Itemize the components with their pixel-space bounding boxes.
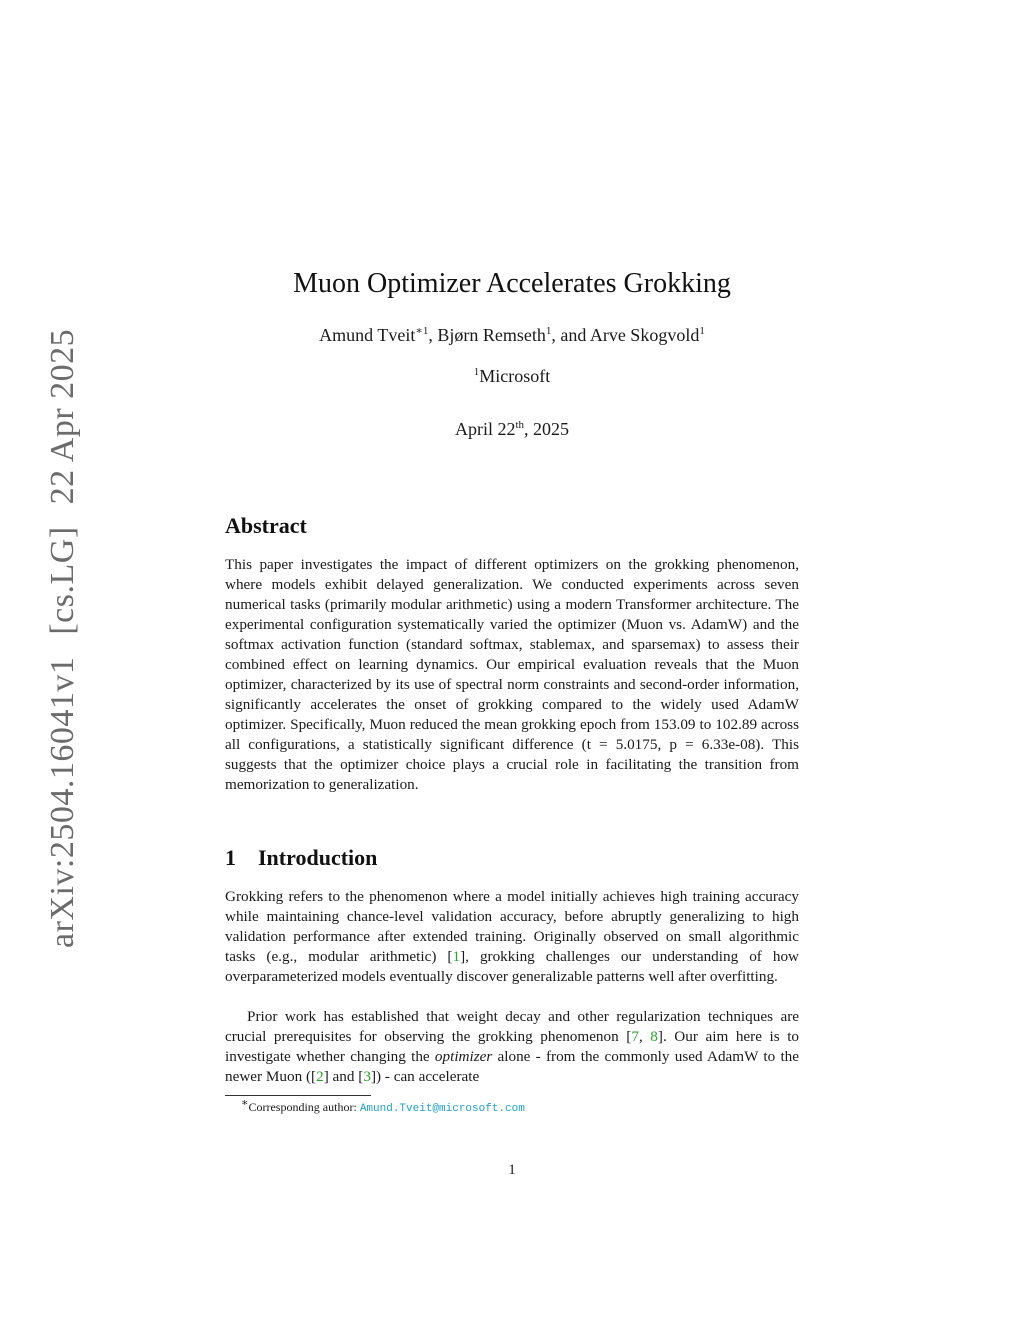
affiliation-name: Microsoft: [479, 366, 551, 386]
citation-link[interactable]: 2: [316, 1068, 324, 1085]
citation-link[interactable]: 1: [452, 948, 461, 965]
abstract-heading: Abstract: [225, 513, 307, 538]
paragraph-text: ,: [638, 1028, 651, 1045]
affiliation-mark: 1: [473, 366, 480, 378]
footnote-divider: [225, 1095, 371, 1096]
arxiv-category: [cs.LG]: [44, 526, 81, 635]
paper-title: Muon Optimizer Accelerates Grokking: [293, 268, 731, 299]
date-month-day: April 22: [454, 419, 516, 439]
arxiv-id: arXiv:2504.16041v1: [44, 656, 81, 948]
paragraph-text: ]) - can accelerate: [370, 1068, 480, 1085]
paragraph-text: Grokking refers to the phenomenon where a model initially achieves high training accuracy while maintaining chance-level validation accuracy, before abruptly generalizing to high validation performance after extended training. Originally observed on small algorithmic tasks (e.g., modular arithmetic) [: [225, 888, 799, 965]
author-name: Arve Skogvold: [589, 325, 700, 345]
author-affiliation-mark: 1: [699, 325, 705, 337]
author-email-link[interactable]: Amund.Tveit@microsoft.com: [359, 1103, 525, 1115]
arxiv-date: 22 Apr 2025: [44, 328, 81, 505]
emphasized-text: optimizer: [434, 1048, 493, 1065]
affiliation: [0, 366, 1024, 387]
page-number: 1: [508, 1162, 516, 1178]
paragraph-text: ]. Our aim here is to investigate whether changing the: [225, 1028, 800, 1065]
arxiv-identifier-stamp: [44, 307, 82, 948]
paragraph-text: alone - from the commonly used AdamW to the newer Muon ([: [225, 1048, 800, 1085]
date-year: , 2025: [524, 419, 570, 439]
introduction-paragraph-1: [225, 887, 799, 987]
abstract-text: This paper investigates the impact of different optimizers on the grokking phenomenon, where models exhibit delayed generalization. We conducted experiments across seven numerical tasks (primarily modular arithmetic) using a modern Transformer architecture. The experimental configuration systematically varied the optimizer (Muon vs. AdamW) and the softmax activation function (standard softmax, stablemax, and sparsemax) to assess their combined effect on learning dynamics. Our empirical evaluation reveals that the Muon optimizer, characterized by its use of spectral norm constraints and second-order information, significantly accelerates the onset of grokking compared to the widely used AdamW optimizer. Specifically, Muon reduced the mean grokking epoch from 153.09 to 102.89 across all configurations, a statistically significant difference (t = 5.0175, p = 6.33e-08). This suggests that the optimizer choice plays a crucial role in facilitating the transition from memorization to generalization.: [225, 556, 799, 793]
introduction-paragraph-2: [225, 1007, 799, 1087]
author-affiliation-mark: 1: [545, 325, 552, 337]
author-name: Amund Tveit: [319, 325, 416, 345]
paragraph-text: Prior work has established that weight decay and other regularization techniques are crucial prerequisites for observing the grokking phenomenon [: [225, 1008, 799, 1045]
footnote-label: Corresponding author:: [248, 1100, 360, 1114]
section-title: Introduction: [258, 845, 378, 870]
citation-link[interactable]: 3: [363, 1068, 371, 1085]
author-separator: ,: [428, 325, 438, 345]
paper-date: [0, 419, 1024, 440]
author-name: Bjørn Remseth: [437, 325, 546, 345]
citation-link[interactable]: 7: [631, 1028, 639, 1045]
author-affiliation-mark: ∗1: [415, 325, 429, 337]
section-number: 1: [225, 845, 236, 870]
footnote-mark: ∗: [241, 1097, 249, 1109]
paragraph-text: ] and [: [323, 1068, 364, 1085]
footnote: [241, 1097, 525, 1115]
date-ordinal-suffix: th: [515, 419, 525, 431]
introduction-heading: [225, 845, 377, 871]
author-separator: , and: [551, 325, 590, 345]
author-list: [0, 325, 1024, 346]
citation-link[interactable]: 8: [650, 1028, 658, 1045]
paragraph-text: ], grokking challenges our understanding of how overparameterized models eventually discover generalizable patterns well after overfitting.: [225, 948, 800, 985]
